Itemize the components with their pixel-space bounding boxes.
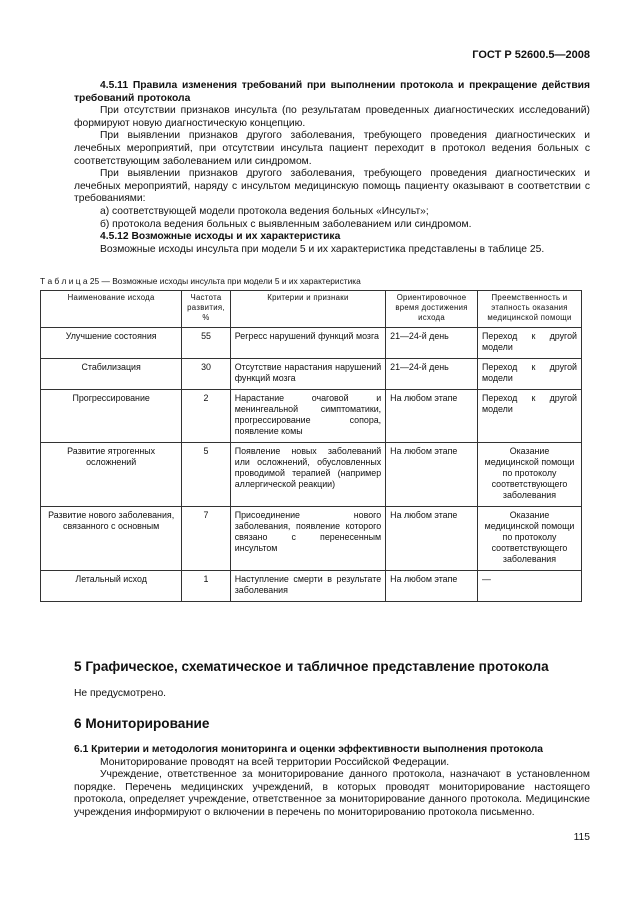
table-row [41, 507, 582, 571]
paragraph: При выявлении признаков другого заболевания, требующего проведения диагностических и лечебных мероприятий, при отсутствии инсульта пациент переходит в протокол ведения больных с соответствующим заболеванием или синдромом. [74, 130, 590, 167]
cell-continuity: Оказание медицинской помощи по протоколу соответствующего заболевания [478, 507, 582, 571]
table-caption: Т а б л и ц а 25 — Возможные исходы инсульта при модели 5 и их характеристика [40, 276, 361, 286]
cell-continuity: Оказание медицинской помощи по протоколу соответствующего заболевания [478, 443, 582, 507]
cell-time: На любом этапе [386, 443, 478, 507]
table-row [41, 443, 582, 507]
section-6-1 [74, 744, 590, 820]
cell-outcome: Стабилизация [41, 359, 182, 390]
cell-outcome: Развитие ятрогенных осложнений [41, 443, 182, 507]
cell-criteria: Присоединение нового заболевания, появление которого связано с перенесенным инсультом [230, 507, 385, 571]
paragraph: При отсутствии признаков инсульта (по результатам проведенных диагностических исследований) формируют новую диагностическую концепцию. [74, 105, 590, 129]
column-header: Преемственность и этапность оказания медицинской помощи [478, 291, 582, 328]
table-row [41, 359, 582, 390]
cell-frequency: 2 [182, 390, 230, 443]
section-4-5-11 [74, 80, 590, 256]
heading-4-5-11: 4.5.11 Правила изменения требований при выполнении протокола и прекращение действия требований протокола [74, 80, 590, 104]
cell-frequency: 55 [182, 328, 230, 359]
cell-outcome: Улучшение состояния [41, 328, 182, 359]
list-item-a: а) соответствующей модели протокола ведения больных «Инсульт»; [100, 205, 429, 217]
standard-code: ГОСТ Р 52600.5—2008 [472, 49, 590, 61]
cell-continuity: Переход к другой модели [478, 390, 582, 443]
cell-time: 21—24-й день [386, 359, 478, 390]
table-header-row [41, 291, 582, 328]
list-item-b: б) протокола ведения больных с выявленным заболеванием или синдромом. [100, 218, 472, 230]
page-number: 115 [573, 832, 590, 843]
cell-frequency: 30 [182, 359, 230, 390]
column-header: Наименование исхода [41, 291, 182, 328]
section-5-heading: 5 Графическое, схематическое и табличное представление протокола [74, 659, 549, 674]
cell-frequency: 7 [182, 507, 230, 571]
cell-outcome: Летальный исход [41, 571, 182, 602]
table-row [41, 571, 582, 602]
section-5-text: Не предусмотрено. [74, 688, 167, 699]
column-header: Ориентировочное время достижения исхода [386, 291, 478, 328]
section-6-heading: 6 Мониторирование [74, 716, 210, 731]
cell-criteria: Нарастание очаговой и менингеальной симптоматики, прогрессирование сопора, появление комы [230, 390, 385, 443]
paragraph: При выявлении признаков другого заболевания, требующего проведения диагностических и лечебных мероприятий, наряду с инсультом медицинскую помощь пациенту оказывают в соответствии с требованиями: [74, 168, 590, 205]
cell-criteria: Регресс нарушений функций мозга [230, 328, 385, 359]
cell-time: 21—24-й день [386, 328, 478, 359]
cell-criteria: Появление новых заболеваний или осложнений, обусловленных проводимой терапией (например аллергической реакции) [230, 443, 385, 507]
table-row [41, 328, 582, 359]
cell-continuity: Переход к другой модели [478, 328, 582, 359]
cell-frequency: 5 [182, 443, 230, 507]
cell-criteria: Наступление смерти в результате заболевания [230, 571, 385, 602]
cell-criteria: Отсутствие нарастания нарушений функций мозга [230, 359, 385, 390]
cell-outcome: Прогрессирование [41, 390, 182, 443]
column-header: Частота развития, % [182, 291, 230, 328]
cell-continuity: — [478, 571, 582, 602]
column-header: Критерии и признаки [230, 291, 385, 328]
cell-outcome: Развитие нового заболевания, связанного с основным [41, 507, 182, 571]
outcomes-table [40, 290, 582, 602]
paragraph: Учреждение, ответственное за мониторирование данного протокола, назначают в установленном порядке. Перечень медицинских учреждений, в которых проводят мониторирование настоящего протокола, определяет учреждение, ответственное за мониторирование данного протокола. Медицинские учреждения информируют о включении в перечень по мониторированию протокола письменно. [74, 769, 590, 818]
heading-4-5-12: 4.5.12 Возможные исходы и их характеристика [100, 231, 341, 243]
cell-time: На любом этапе [386, 507, 478, 571]
cell-time: На любом этапе [386, 571, 478, 602]
heading-6-1: 6.1 Критерии и методология мониторинга и оценки эффективности выполнения протокола [74, 744, 544, 755]
cell-frequency: 1 [182, 571, 230, 602]
paragraph: Возможные исходы инсульта при модели 5 и их характеристика представлены в таблице 25. [100, 243, 545, 255]
cell-time: На любом этапе [386, 390, 478, 443]
cell-continuity: Переход к другой модели [478, 359, 582, 390]
paragraph: Мониторирование проводят на всей территории Российской Федерации. [100, 756, 450, 768]
table-row [41, 390, 582, 443]
